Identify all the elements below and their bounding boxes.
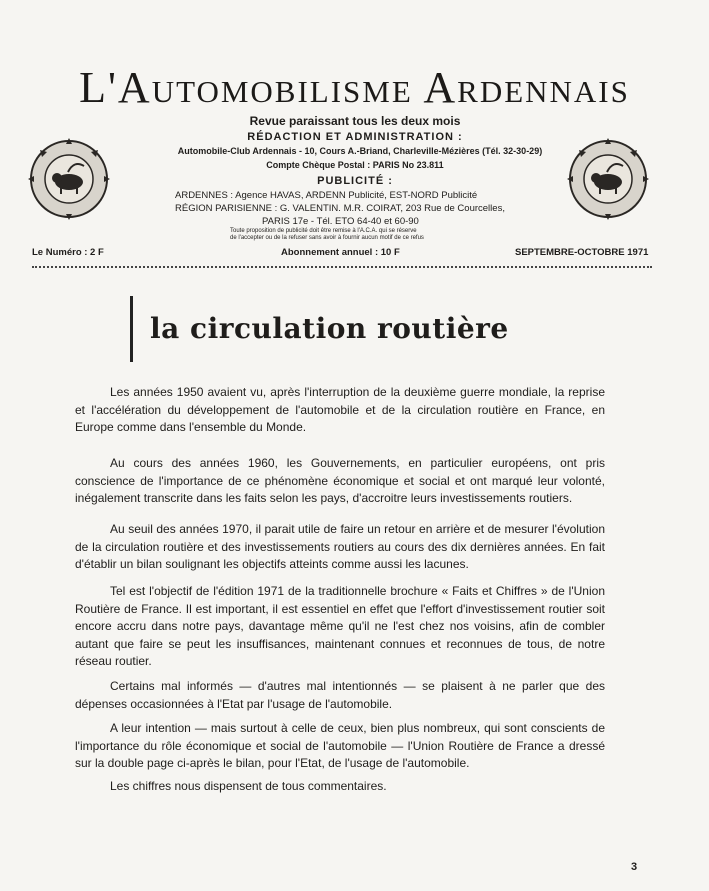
club-emblem-left	[24, 134, 114, 224]
publicite-note-line2: de l'accepter ou de la refuser sans avoir à fournir aucun motif de ce refus	[230, 235, 424, 241]
subscription-price: Abonnement annuel : 10 F	[281, 247, 400, 258]
issue-price: Le Numéro : 2 F	[32, 247, 104, 258]
issue-date: SEPTEMBRE-OCTOBRE 1971	[515, 247, 649, 258]
article-paragraph: Les chiffres nous dispensent de tous commentaires.	[110, 779, 387, 793]
publicite-ardennes: ARDENNES : Agence HAVAS, ARDENN Publicité, EST-NORD Publicité	[175, 190, 478, 201]
publicite-heading: PUBLICITÉ :	[317, 175, 393, 187]
article-title: la circulation routière	[150, 312, 509, 345]
article-paragraph: Au cours des années 1960, les Gouvernements, en particulier européens, ont pris conscience de l'importance de ce phénomène économique et social et ont marqué leur volonté, inégalement transcrite dans les faits selon les pays, d'accroitre leurs investissements routiers.	[75, 456, 605, 505]
redaction-heading: RÉDACTION ET ADMINISTRATION :	[247, 131, 463, 143]
publicite-paris-line1: RÉGION PARISIENNE : G. VALENTIN. M.R. COIRAT, 203 Rue de Courcelles,	[175, 203, 505, 214]
page-number: 3	[631, 861, 638, 873]
header-divider	[32, 266, 652, 268]
article-paragraph: Tel est l'objectif de l'édition 1971 de la traditionnelle brochure « Faits et Chiffres » de l'Union Routière de France. Il est important, il est essentiel en effet que l'effort d'investissement routier soit encore accru dans notre pays, davantage même qu'il ne l'est chez nos voisins, afin de combler autant que faire se peut les insuffisances, maintenant connues et reconnues de tous, de notre réseau routier.	[75, 584, 605, 668]
redaction-address: Automobile-Club Ardennais - 10, Cours A.-Briand, Charleville-Mézières (Tél. 32-30-29)	[177, 146, 543, 156]
subtitle: Revue paraissant tous les deux mois	[249, 114, 461, 128]
masthead-title: L'Automobilisme Ardennais	[79, 63, 630, 112]
club-emblem-right	[563, 134, 653, 224]
postal-account: Compte Chèque Postal : PARIS No 23.811	[266, 160, 444, 170]
publicite-note-line1: Toute proposition de publicité doit être remise à l'A.C.A. qui se réserve	[230, 228, 417, 234]
article-paragraph: Au seuil des années 1970, il parait utile de faire un retour en arrière et de mesurer l'évolution de la circulation routière et des investissements routiers au cours des dix dernières années. En fait d'établir un bilan soulignant les objectifs atteints comme aussi les lacunes.	[75, 522, 605, 571]
article-paragraph: Les années 1950 avaient vu, après l'interruption de la deuxième guerre mondiale, la reprise et l'accélération du développement de l'automobile et de la circulation routière en France, en Europe comme dans l'ensemble du Monde.	[75, 385, 605, 434]
article-paragraph: A leur intention — mais surtout à celle de ceux, bien plus nombreux, qui sont conscients de l'importance du rôle économique et social de l'automobile — l'Union Routière de France a dressé sur la double page ci-après le bilan, pour l'Etat, de l'usage de l'automobile.	[75, 721, 605, 770]
publicite-paris-line2: PARIS 17e - Tél. ETO 64-40 et 60-90	[262, 216, 419, 227]
title-accent-bar	[130, 296, 133, 362]
article-paragraph: Certains mal informés — d'autres mal intentionnés — se plaisent à ne parler que des dépenses occasionnées à l'Etat par l'usage de l'automobile.	[75, 679, 605, 711]
